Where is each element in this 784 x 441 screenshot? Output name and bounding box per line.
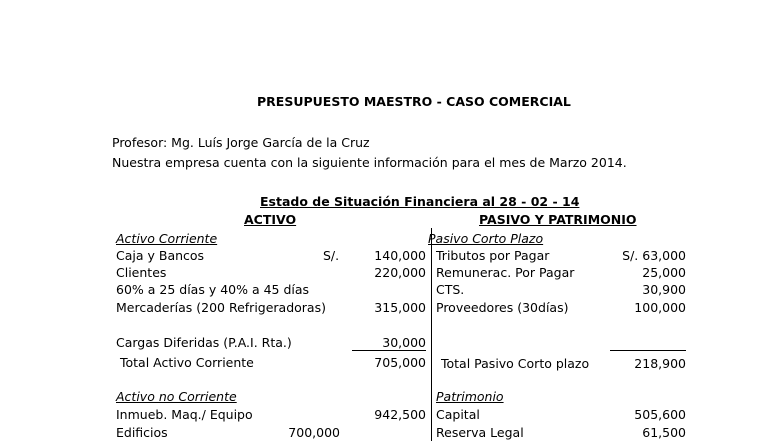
equity-row-amount: 505,600 <box>634 407 686 422</box>
liability-row-amount: 100,000 <box>634 300 686 315</box>
liability-row-label: Tributos por Pagar <box>436 248 550 263</box>
liability-row-label: Remunerac. Por Pagar <box>436 265 575 280</box>
liability-row-amount: S/. 63,000 <box>622 248 686 263</box>
column-divider <box>431 228 432 441</box>
total-current-liabilities-amount: 218,900 <box>634 356 686 371</box>
asset-row-amount: 220,000 <box>374 265 426 280</box>
noncurrent-assets-heading: Activo no Corriente <box>116 389 237 404</box>
asset-row-amount: 140,000 <box>374 248 426 263</box>
liability-total-rule <box>610 350 686 351</box>
intro-line: Nuestra empresa cuenta con la siguiente información para el mes de Marzo 2014. <box>112 155 627 170</box>
liability-row-amount: 30,900 <box>642 282 686 297</box>
asset-row-label: Inmueb. Maq./ Equipo <box>116 407 253 422</box>
equity-row-label: Capital <box>436 407 480 422</box>
equity-heading: Patrimonio <box>436 389 504 404</box>
asset-row-label: Clientes <box>116 265 167 280</box>
total-current-liabilities-label: Total Pasivo Corto plazo <box>441 356 590 371</box>
currency-label: S/. <box>323 248 340 263</box>
document-title: PRESUPUESTO MAESTRO - CASO COMERCIAL <box>257 94 571 109</box>
asset-row-label: Caja y Bancos <box>116 248 205 263</box>
liability-row-label: CTS. <box>436 282 465 297</box>
asset-row-amount: 30,000 <box>382 335 426 350</box>
liability-row-label: Proveedores (30días) <box>436 300 569 315</box>
total-current-assets-label: Total Activo Corriente <box>120 355 254 370</box>
professor-line: Profesor: Mg. Luís Jorge García de la Cruz <box>112 135 370 150</box>
equity-row-label: Reserva Legal <box>436 425 524 440</box>
asset-row-subamount: 700,000 <box>288 425 340 440</box>
asset-row-label: Edificios <box>116 425 168 440</box>
assets-heading: ACTIVO <box>244 212 297 227</box>
asset-row-amount: 942,500 <box>374 407 426 422</box>
asset-row-label: Cargas Diferidas (P.A.I. Rta.) <box>116 335 292 350</box>
asset-row-label: 60% a 25 días y 40% a 45 días <box>116 282 310 297</box>
liabilities-heading: PASIVO Y PATRIMONIO <box>479 212 637 227</box>
asset-row-label: Mercaderías (200 Refrigeradoras) <box>116 300 326 315</box>
total-current-assets-amount: 705,000 <box>374 355 426 370</box>
liability-row-amount: 25,000 <box>642 265 686 280</box>
asset-row-amount: 315,000 <box>374 300 426 315</box>
current-liabilities-heading: Pasivo Corto Plazo <box>428 231 544 246</box>
current-assets-heading: Activo Corriente <box>116 231 218 246</box>
equity-row-amount: 61,500 <box>642 425 686 440</box>
statement-title: Estado de Situación Financiera al 28 - 02 - 14 <box>260 194 580 209</box>
asset-total-rule <box>352 350 426 351</box>
